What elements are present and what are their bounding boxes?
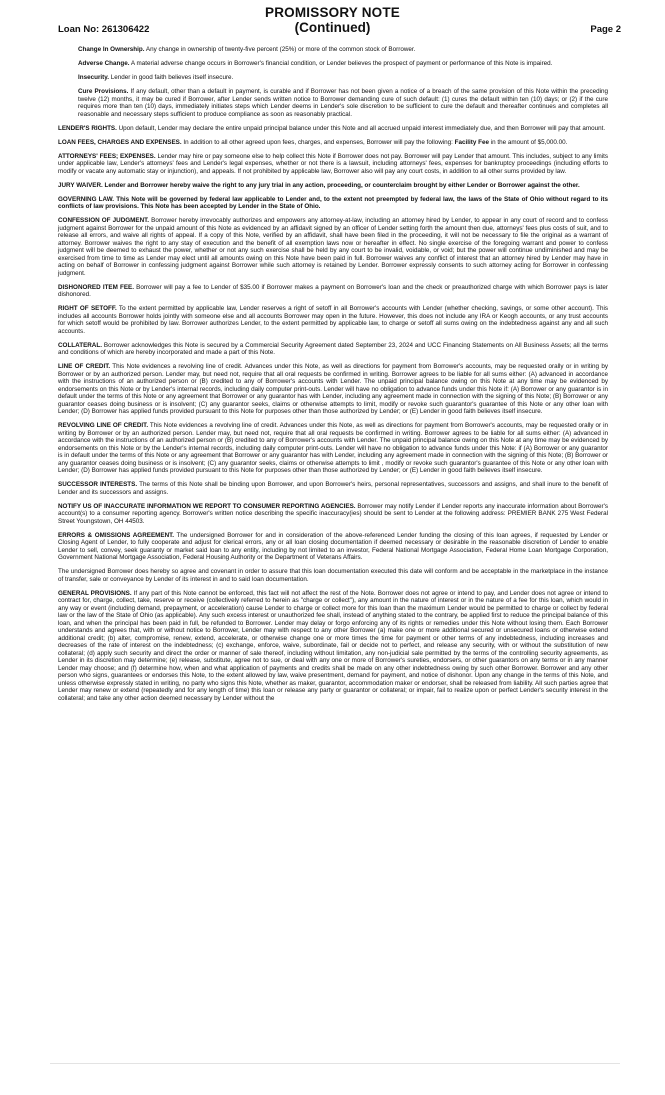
clause-governing-law: [58, 196, 608, 211]
clause-text: Lender may hire or pay someone else to help collect this Note if Borrower does not pay. Borrower will pay Lender that amount. This includes, subject to any limits under applicable law, Lender's attorneys' fees and Lender's legal expenses, whether or not there is a lawsuit, including attorneys' fees, expenses for bankruptcy proceedings (including efforts to modify or vacate any automatic stay or injunction), and appeals. If not prohibited by applicable law, Borrower also will pay any court costs, in addition to all other sums provided by law.: [58, 152, 608, 175]
clause-heading: CONFESSION OF JUDGMENT.: [58, 217, 150, 224]
clause-attorneys-fees: [58, 153, 608, 176]
clause-heading: LOAN FEES, CHARGES AND EXPENSES.: [58, 138, 182, 146]
clause-text: Borrower will pay a fee to Lender of $35.00 if Borrower makes a payment on Borrower's loan and the check or preauthorized charge with which Borrower pays is later dishonored.: [58, 283, 608, 298]
loan-number: Loan No: 261306422: [58, 24, 150, 35]
clause-heading: GENERAL PROVISIONS.: [58, 589, 132, 597]
clause-collateral: [58, 342, 608, 357]
clause-text: Borrower acknowledges this Note is secured by a Commercial Security Agreement dated September 23, 2024 and UCC Financing Statements on All Business Assets; all the terms and conditions of which are hereby incorporated and made a part of this Note.: [58, 341, 608, 356]
clause-text: If any part of this Note cannot be enforced, this fact will not affect the rest of the Note. Borrower does not agree or intend to pay, and Lender does not agree or intend to contract for, charge, collect, take, reserve or receive (collectively referred to herein as "charge or collect"), any amount in the nature of interest or in the nature of a fee for this loan, which would in any way or event (including demand, prepayment, or acceleration) cause Lender to charge or collect more for this loan than the maximum Lender would be permitted to charge or collect by federal law or the law of the State of Ohio (as applicable). Any such excess interest or unauthorized fee shall, instead of anything stated to the contrary, be applied first to reduce the principal balance of this loan, and when the principal has been paid in full, be refunded to Borrower. Lender may delay or forgo enforcing any of its rights or remedies under this Note without losing them. Each Borrower understands and agrees that, with or without notice to Borrower, Lender may with respect to any other Borrower (a) make one or more additional secured or unsecured loans or otherwise extend additional credit; (b) alter, compromise, renew, extend, accelerate, or otherwise change one or more times the time for payment or other terms of any indebtedness, including increases and decreases of the rate of interest on the indebtedness; (c) exchange, enforce, waive, subordinate, fail or decide not to perfect, and release any security, with or without the substitution of new collateral; (d) apply such security and direct the order or manner of sale thereof, including without limitation, any non-judicial sale permitted by the terms of the controlling security agreements, as Lender in its discretion may determine; (e) release, substitute, agree not to sue, or deal with any one or more of Borrower's sureties, endorsers, or other guarantors on any terms or in any manner Lender may choose; and (f) determine how, when and what application of payments and credits shall be made on any other indebtedness owing by such other Borrower. Borrower and any other person who signs, guarantees or endorses this Note, to the extent allowed by law, waive presentment, demand for payment, and notice of dishonor. Upon any change in the terms of this Note, and unless otherwise expressly stated in writing, no party who signs this Note, whether as maker, guarantor, accommodation maker or endorser, shall be released from liability. All such parties agree that Lender may renew or extend (repeatedly and for any length of time) this loan or release any party or guarantor or collateral; or impair, fail to realize upon or perfect Lender's security interest in the collateral; and take any other action deemed necessary by Lender without the: [58, 589, 608, 702]
clause-text: Any change in ownership of twenty-five percent (25%) or more of the common stock of Borrower.: [144, 46, 416, 53]
clause-notify-inaccurate-info: [58, 503, 608, 526]
clause-text: Lender and Borrower hereby waive the right to any jury trial in any action, proceeding, or counterclaim brought by either Lender or Borrower against the other.: [102, 181, 580, 189]
footer-divider: [50, 1063, 620, 1064]
clause-lenders-rights: [58, 125, 608, 133]
facility-fee-label: Facility Fee: [454, 138, 489, 146]
clause-heading: Adverse Change.: [78, 60, 130, 67]
document-title: PROMISSORY NOTE: [264, 5, 401, 20]
clause-insecurity: [78, 74, 608, 82]
clause-heading: ATTORNEYS' FEES; EXPENSES.: [58, 152, 156, 160]
document-body: [58, 46, 608, 709]
clause-text: This Note evidences a revolving line of credit. Advances under this Note, as well as directions for payment from Borrower's accounts, may be requested orally or in writing by Borrower or by an authorized person. Lender may, but need not, require that all oral requests be confirmed in writing. Borrower agrees to be liable for all sums either: (A) advanced in accordance with the instructions of an authorized person or (B) credited to any of Borrower's accounts with Lender. The unpaid principal balance owing on this Note at any time may be evidenced by endorsements on this Note or by Lender's internal records, including daily computer print-outs. Lender will have no obligation to advance funds under this Note if: (A) Borrower or any guarantor is in default under the terms of this Note or any agreement that Borrower or any guarantor has with Lender, including any agreement made in connection with the signing of this Note; (B) Borrower or any guarantor ceases doing business or is insolvent; (C) any guarantor seeks, claims or otherwise attempts to limit, modify or revoke such guarantor's guarantee of this Note or any other loan with Lender; (D) Borrower has applied funds provided pursuant to this Note for purposes other than those authorized by Lender; or (E) Lender in good faith believes itself insecure.: [58, 363, 608, 415]
clause-cure-provisions: [78, 88, 608, 118]
clause-errors-omissions: [58, 532, 608, 562]
clause-heading: LENDER'S RIGHTS.: [58, 124, 117, 132]
clause-heading: SUCCESSOR INTERESTS.: [58, 481, 138, 488]
clause-heading: RIGHT OF SETOFF.: [58, 305, 117, 312]
clause-undersigned-borrower: [58, 568, 608, 583]
clause-heading: DISHONORED ITEM FEE.: [58, 283, 135, 291]
clause-loan-fees: [58, 139, 608, 147]
clause-heading: REVOLVING LINE OF CREDIT.: [58, 422, 149, 429]
clause-text: A material adverse change occurs in Borrower's financial condition, or Lender believes the prospect of payment or performance of this Note is impaired.: [129, 60, 553, 67]
clause-heading: NOTIFY US OF INACCURATE INFORMATION WE REPORT TO CONSUMER REPORTING AGENCIES.: [58, 502, 356, 510]
clause-heading: JURY WAIVER.: [58, 181, 103, 189]
facility-fee-text: in the amount of $5,000.00.: [488, 138, 568, 146]
clause-adverse-change: [78, 60, 608, 68]
clause-text: Borrower may notify Lender if Lender reports any inaccurate information about Borrower's account(s) to a consumer reporting agency. Borrower's written notice describing the specific inaccuracy(ies) should be sent to Lender at the following address: PREMIER BANK 275 West Federal Street Youngstown, OH 44503.: [58, 502, 608, 525]
clause-text: If any default, other than a default in payment, is curable and if Borrower has not been given a notice of a breach of the same provision of this Note within the preceding twelve (12) months, it may be cured if Borrower, after Lender sends written notice to Borrower demanding cure of such default: (1) cures the default within ten (10) days; or (2) if the cure requires more than ten (10) days, immediately initiates steps which Lender deems in Lender's sole discretion to be sufficient to cure the default and thereafter continues and completes all reasonable and necessary steps sufficient to produce compliance as soon as reasonably practical.: [78, 88, 609, 118]
clause-right-of-setoff: [58, 305, 608, 335]
clause-heading: Insecurity.: [78, 74, 110, 81]
clause-heading: Change In Ownership.: [78, 46, 145, 53]
clause-text: Lender in good faith believes itself insecure.: [109, 74, 234, 81]
clause-text: Borrower hereby irrevocably authorizes and empowers any attorney-at-law, including an attorney hired by Lender, to appear in any court of record and to confess judgment against Borrower for the unpaid amount of this Note as evidenced by an affidavit signed by an officer of Lender setting forth the amount then due, attorneys' fees plus costs of suit, and to release all errors, and waive all rights of appeal. If a copy of this Note, verified by an affidavit, shall have been filed in the proceeding, it will not be necessary to file the original as a warrant of attorney. Borrower waives the right to any stay of execution and the benefit of all exemption laws now or hereafter in effect. No single exercise of the foregoing warrant and power to confess judgment will be deemed to exhaust the power, whether or not any such exercise shall be held by any court to be invalid, voidable, or void; but the power will continue undiminished and may be exercised from time to time as Lender may elect until all amounts owing on this Note have been paid in full. Borrower waives any conflict of interest that an attorney hired by Lender may have in acting on behalf of Borrower in confessing judgment against Borrower while such attorney is retained by Lender. Borrower expressly consents to such attorney acting for Borrower in confessing judgment.: [58, 217, 608, 277]
page-number: Page 2: [590, 24, 621, 35]
clause-confession-of-judgment: [58, 217, 608, 277]
clause-line-of-credit: [58, 363, 608, 416]
clause-change-in-ownership: [78, 46, 608, 54]
document-subtitle: (Continued): [294, 20, 371, 35]
clause-text: The terms of this Note shall be binding upon Borrower, and upon Borrower's heirs, personal representatives, successors and assigns, and shall inure to the benefit of Lender and its successors and assigns.: [58, 481, 608, 496]
clause-text: Upon default, Lender may declare the entire unpaid principal balance under this Note and all accrued unpaid interest immediately due, and then Borrower will pay that amount.: [116, 124, 606, 132]
clause-text: In addition to all other agreed upon fees, charges, and expenses, Borrower will pay the following:: [181, 138, 455, 146]
clause-jury-waiver: [58, 182, 608, 190]
clause-heading: Cure Provisions.: [78, 88, 129, 95]
clause-text: This Note evidences a revolving line of credit. Advances under this Note, as well as directions for payment from Borrower's accounts, may be requested orally or in writing by Borrower or by an authorized person. Lender may, but need not, require that all oral requests be confirmed in writing. Borrower agrees to be liable for all sums either: (A) advanced in accordance with the instructions of an authorized person or (B) credited to any of Borrower's accounts with Lender. The unpaid principal balance owing on this Note at any time may be evidenced by endorsements on this Note or by the Lender's internal records, including daily computer print-outs. Lender will have no obligation to advance funds under this Note: if (A) Borrower or any guarantor is in default under the terms of this Note or any agreement that Borrower or any guarantor has with Lender, including any agreement made in connection with the signing of this Note; (B) Borrower or any guarantor ceases doing business or is insolvent; (C) any guarantor seeks, claims or otherwise attempts to limit , modify or revoke such guarantor's guarantee of this Note or any other loan with Lender; (D) Borrower has applied funds provided pursuant to this Note for purposes other than those authorized by Lender; or (E) Lender in good faith believes itself insecure.: [58, 422, 608, 474]
clause-heading: GOVERNING LAW.: [58, 195, 115, 203]
clause-text: To the extent permitted by applicable law, Lender reserves a right of setoff in all Borrower's accounts with Lender (whether checking, savings, or some other account). This includes all accounts Borrower holds jointly with someone else and all accounts Borrower may open in the future. However, this does not include any IRA or Keogh accounts, or any trust accounts for which setoff would be prohibited by law. Borrower authorizes Lender, to the extent permitted by applicable law, to charge or setoff all sums owing on the indebtedness against any and all such accounts.: [58, 305, 608, 335]
clause-text: This Note will be governed by federal law applicable to Lender and, to the extent not preempted by federal law, the laws of the State of Ohio without regard to its conflicts of law provisions. This Note has been accepted by Lender in the State of Ohio.: [58, 195, 608, 210]
clause-revolving-line-of-credit: [58, 422, 608, 475]
clause-successor-interests: [58, 481, 608, 496]
clause-general-provisions: [58, 590, 608, 703]
clause-dishonored-item-fee: [58, 284, 608, 299]
clause-heading: COLLATERAL.: [58, 341, 102, 349]
clause-text: The undersigned Borrower does hereby so agree and covenant in order to assure that this loan documentation executed this date will conform and be acceptable in the marketplace in the instance of transfer, sale or conveyance by Lender of its interest in and to said loan documentation.: [58, 568, 608, 583]
clause-text: The undersigned Borrower for and in consideration of the above-referenced Lender funding the closing of this loan agrees, if requested by Lender or Closing Agent of Lender, to fully cooperate and adjust for clerical errors, any or all loan closing documentation if deemed necessary or desirable in the reasonable discretion of Lender to enable Lender to sell, convey, seek guaranty or market said loan to any entity, including by not limited to an investor, Federal National Mortgage Association, Federal Home Loan Mortgage Corporation, Government National Mortgage Association, Federal Housing Authority or the Department of Veterans Affairs.: [58, 531, 608, 561]
clause-heading: LINE OF CREDIT.: [58, 363, 111, 370]
clause-heading: ERRORS & OMISSIONS AGREEMENT.: [58, 531, 175, 539]
